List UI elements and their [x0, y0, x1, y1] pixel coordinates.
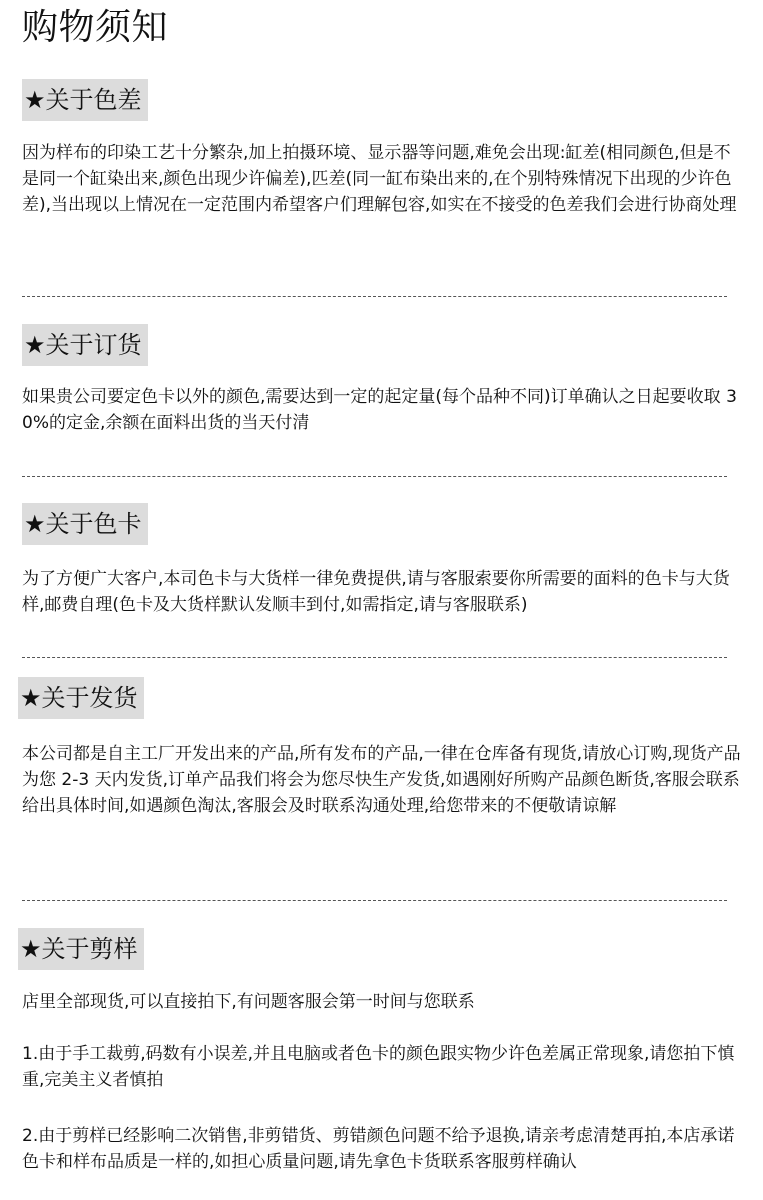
section-heading-color-difference: ★关于色差 [22, 79, 148, 121]
section-text-ordering: 如果贵公司要定色卡以外的颜色,需要达到一定的起定量(每个品种不同)订单确认之日起要收取 30%的定金,余额在面料出货的当天付清 [22, 387, 737, 433]
section-divider [22, 476, 727, 477]
section-heading-color-card: ★关于色卡 [22, 503, 148, 545]
section-divider [22, 657, 727, 658]
section-text-color-card: 为了方便广大客户,本司色卡与大货样一律免费提供,请与客服索要你所需要的面料的色卡与大货样,邮费自理(色卡及大货样默认发顺丰到付,如需指定,请与客服联系) [22, 569, 730, 615]
section-heading-ordering: ★关于订货 [22, 324, 148, 366]
section-heading-sample-cutting: ★关于剪样 [18, 928, 144, 970]
section-text-sample-cutting-intro: 店里全部现货,可以直接拍下,有问题客服会第一时间与您联系 [22, 992, 475, 1012]
page-title: 购物须知 [22, 7, 169, 48]
section-text-shipping: 本公司都是自主工厂开发出来的产品,所有发布的产品,一律在仓库备有现货,请放心订购,现货产品为您 2-3 天内发货,订单产品我们将会为您尽快生产发货,如遇刚好所购产品颜色断货,客服会联系给出具体时间,如遇颜色淘汰,客服会及时联系沟通处理,给您带来的不便敬请谅解 [22, 744, 741, 816]
section-divider [22, 900, 727, 901]
section-text-sample-cutting-rule-2: 2.由于剪样已经影响二次销售,非剪错货、剪错颜色问题不给予退换,请亲考虑清楚再拍,本店承诺色卡和样布品质是一样的,如担心质量问题,请先拿色卡货联系客服剪样确认 [22, 1126, 735, 1172]
section-heading-shipping: ★关于发货 [18, 677, 144, 719]
section-text-color-difference: 因为样布的印染工艺十分繁杂,加上拍摄环境、显示器等问题,难免会出现:缸差(相同颜色,但是不是同一个缸染出来,颜色出现少许偏差),匹差(同一缸布染出来的,在个别特殊情况下出现的少许色差),当出现以上情况在一定范围内希望客户们理解包容,如实在不接受的色差我们会进行协商处理 [22, 143, 737, 215]
section-text-sample-cutting-rule-1: 1.由于手工裁剪,码数有小误差,并且电脑或者色卡的颜色跟实物少许色差属正常现象,请您拍下慎重,完美主义者慎拍 [22, 1044, 735, 1090]
section-divider [22, 296, 727, 297]
